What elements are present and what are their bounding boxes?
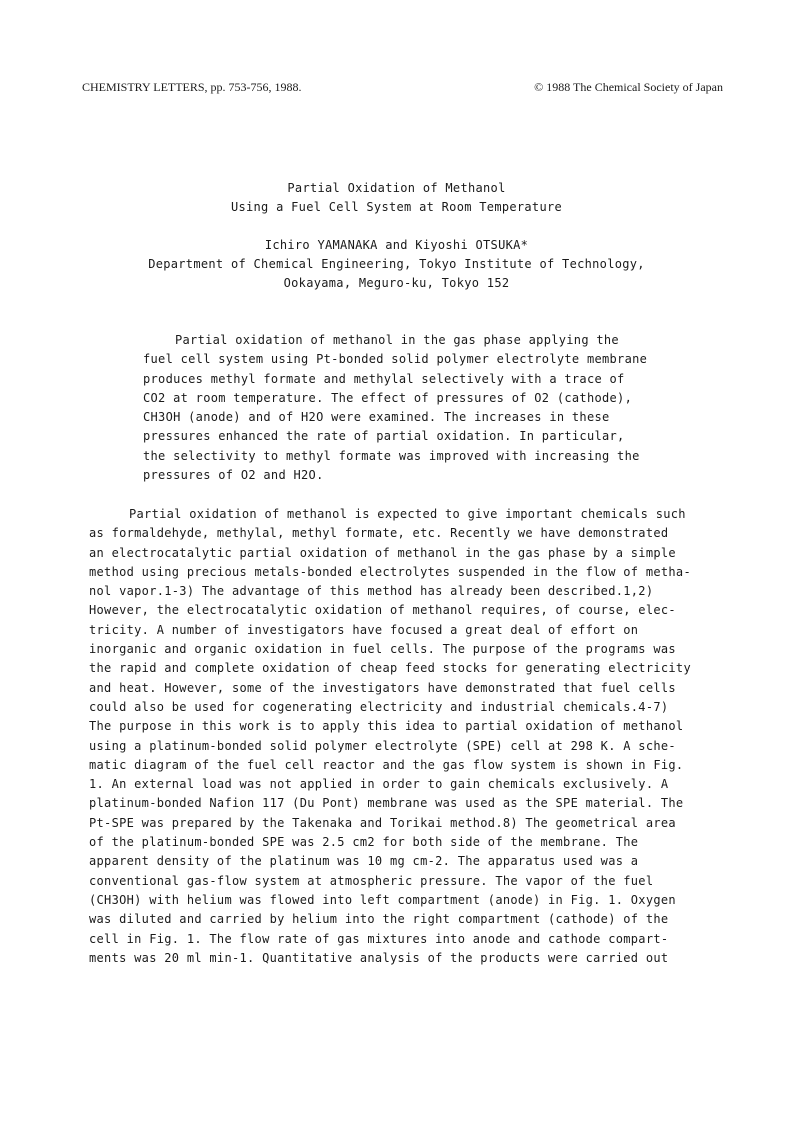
abstract-line: CH3OH (anode) and of H2O were examined. The increases in these bbox=[143, 410, 610, 425]
author-names: Ichiro YAMANAKA and Kiyoshi OTSUKA* bbox=[264, 238, 529, 252]
body-line: and heat. However, some of the investigators have demonstrated that fuel cells bbox=[89, 680, 676, 695]
body-line: matic diagram of the fuel cell reactor and the gas flow system is shown in Fig. bbox=[89, 757, 684, 772]
body-line: However, the electrocatalytic oxidation of methanol requires, of course, elec- bbox=[89, 603, 676, 618]
body-line: The purpose in this work is to apply this idea to partial oxidation of methanol bbox=[89, 719, 684, 734]
abstract-line: fuel cell system using Pt-bonded solid polymer electrolyte membrane bbox=[143, 352, 648, 367]
body-line: method using precious metals-bonded electrolytes suspended in the flow of metha- bbox=[89, 564, 691, 579]
body-line: of the platinum-bonded SPE was 2.5 cm2 for both side of the membrane. The bbox=[89, 835, 639, 850]
abstract-line: pressures enhanced the rate of partial oxidation. In particular, bbox=[143, 429, 625, 444]
journal-citation: CHEMISTRY LETTERS, pp. 753-756, 1988. bbox=[82, 80, 302, 94]
abstract bbox=[143, 331, 661, 485]
running-header bbox=[82, 80, 723, 100]
abstract-line: the selectivity to methyl formate was improved with increasing the bbox=[143, 448, 640, 463]
body-line: using a platinum-bonded solid polymer electrolyte (SPE) cell at 298 K. A sche- bbox=[89, 738, 676, 753]
title-block bbox=[0, 179, 793, 293]
body-line: as formaldehyde, methylal, methyl formate, etc. Recently we have demonstrated bbox=[89, 526, 669, 541]
body-line: Pt-SPE was prepared by the Takenaka and Torikai method.8) The geometrical area bbox=[89, 815, 676, 830]
body-line: conventional gas-flow system at atmospheric pressure. The vapor of the fuel bbox=[89, 873, 654, 888]
body-line: the rapid and complete oxidation of cheap feed stocks for generating electricity bbox=[89, 661, 691, 676]
body-line: 1. An external load was not applied in order to gain chemicals exclusively. A bbox=[89, 777, 669, 792]
spacer bbox=[0, 217, 793, 236]
title-line-2: Using a Fuel Cell System at Room Temperature bbox=[230, 200, 563, 214]
body-line: an electrocatalytic partial oxidation of methanol in the gas phase by a simple bbox=[89, 545, 676, 560]
abstract-line: pressures of O2 and H2O. bbox=[143, 468, 324, 483]
body-line: platinum-bonded Nafion 117 (Du Pont) membrane was used as the SPE material. The bbox=[89, 796, 684, 811]
affiliation-line-1: Department of Chemical Engineering, Tokyo Institute of Technology, bbox=[148, 257, 645, 271]
body-line: tricity. A number of investigators have focused a great deal of effort on bbox=[89, 622, 639, 637]
abstract-line: Partial oxidation of methanol in the gas phase applying the bbox=[175, 333, 619, 347]
body-line: nol vapor.1-3) The advantage of this method has already been described.1,2) bbox=[89, 584, 654, 599]
body-line: apparent density of the platinum was 10 mg cm-2. The apparatus used was a bbox=[89, 854, 639, 869]
body-line: ments was 20 ml min-1. Quantitative analysis of the products were carried out bbox=[89, 950, 669, 965]
title-line-1: Partial Oxidation of Methanol bbox=[287, 181, 506, 195]
body-text bbox=[89, 505, 714, 968]
body-line: could also be used for cogenerating electricity and industrial chemicals.4-7) bbox=[89, 699, 669, 714]
body-line: cell in Fig. 1. The flow rate of gas mixtures into anode and cathode compart- bbox=[89, 931, 669, 946]
body-line: (CH3OH) with helium was flowed into left compartment (anode) in Fig. 1. Oxygen bbox=[89, 892, 676, 907]
body-line: was diluted and carried by helium into the right compartment (cathode) of the bbox=[89, 912, 669, 927]
copyright-notice: © 1988 The Chemical Society of Japan bbox=[534, 80, 723, 94]
abstract-line: produces methyl formate and methylal selectively with a trace of bbox=[143, 371, 625, 386]
abstract-line: CO2 at room temperature. The effect of pressures of O2 (cathode), bbox=[143, 390, 633, 405]
body-line: inorganic and organic oxidation in fuel cells. The purpose of the programs was bbox=[89, 642, 676, 657]
body-line: Partial oxidation of methanol is expected to give important chemicals such bbox=[129, 507, 686, 521]
affiliation-line-2: Ookayama, Meguro-ku, Tokyo 152 bbox=[283, 276, 510, 290]
